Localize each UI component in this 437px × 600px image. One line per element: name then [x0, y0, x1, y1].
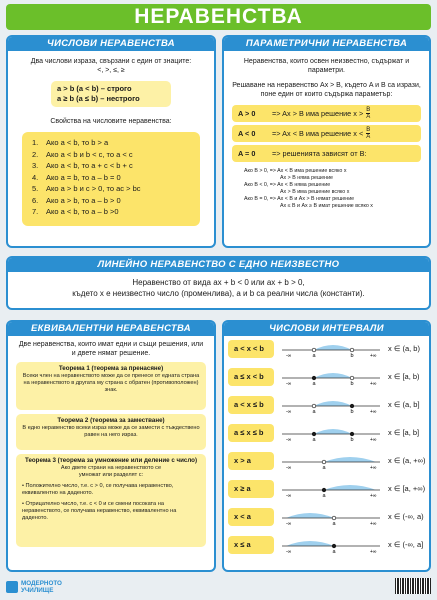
property-item — [32, 206, 190, 218]
param-row — [232, 105, 421, 122]
numeric-signs: <, >, ≤, ≥ — [97, 67, 125, 74]
plus-infinity-label: +∞ — [370, 381, 377, 386]
nonstrict-text: a ≥ b (a ≤ b) – нестрого — [57, 94, 140, 103]
numeric-panel — [6, 35, 216, 248]
interval-label: a ≤ x ≤ b — [228, 424, 274, 442]
property-number: 7. — [32, 207, 39, 216]
minus-infinity-label: -∞ — [286, 521, 292, 526]
minus-infinity-label: -∞ — [286, 381, 292, 386]
plus-infinity-label: +∞ — [370, 465, 377, 470]
interval-row — [228, 424, 431, 442]
number-line — [280, 452, 384, 470]
param-result: => решенията зависят от B: — [272, 149, 367, 158]
interval-notation: x ∈ (a, +∞) — [388, 456, 426, 465]
number-line — [280, 424, 384, 442]
param-condition: A > 0 — [238, 109, 256, 118]
endpoint-marker — [322, 460, 326, 464]
endpoint-label: a — [322, 465, 326, 470]
endpoint-label: b — [350, 437, 354, 442]
endpoint-marker — [332, 516, 336, 520]
thm3-text: Ако двете страни на неравенството се умножат или разделят с: — [60, 465, 162, 478]
interval-row — [228, 480, 431, 498]
property-number: 6. — [32, 195, 39, 205]
endpoint-marker — [332, 544, 336, 548]
param-case: Ax > B няма решение — [280, 175, 333, 181]
property-item — [32, 149, 190, 161]
intervals-panel — [222, 320, 431, 572]
theorem-1 — [16, 362, 206, 410]
interval-row — [228, 508, 431, 526]
number-line — [280, 480, 384, 498]
param-case: Ax > B има решение всяко x — [280, 189, 350, 195]
endpoint-label: a — [312, 381, 316, 386]
interval-shade — [314, 373, 352, 378]
property-text: Ако a > b, то a – b > 0 — [46, 195, 121, 205]
interval-row — [228, 452, 431, 470]
endpoint-label: b — [350, 381, 354, 386]
interval-label: x > a — [228, 452, 274, 470]
endpoint-label: b — [350, 409, 354, 414]
property-number: 1. — [32, 138, 39, 147]
equiv-heading: ЕКВИВАЛЕНТНИ НЕРАВЕНСТВА — [8, 322, 214, 336]
interval-notation: x ∈ (a, b) — [388, 344, 420, 353]
brand-name: МОДЕРНОТО УЧИЛИЩЕ — [20, 580, 62, 594]
number-line — [280, 508, 384, 526]
property-text: Ако a < b и b < c, то a < c — [46, 149, 133, 159]
plus-infinity-label: +∞ — [370, 437, 377, 442]
param-row — [232, 145, 421, 162]
plus-infinity-label: +∞ — [370, 549, 377, 554]
props-box — [22, 132, 200, 226]
param-case: Ако B > 0, => Ax < B има решение всяко x — [244, 168, 347, 174]
endpoint-marker — [350, 376, 354, 380]
endpoint-marker — [312, 348, 316, 352]
linear-panel — [6, 256, 431, 310]
endpoint-label: a — [312, 409, 316, 414]
interval-row — [228, 368, 431, 386]
param-fraction: $\frac{B}{A}$ — [366, 107, 371, 120]
thm3-title: Теорема 3 (теорема за умножение или деление с число) — [24, 457, 198, 464]
property-item — [32, 183, 190, 195]
interval-notation: x ∈ [a, +∞) — [388, 484, 426, 493]
thm2-title: Теорема 2 (теорема за заместване) — [57, 417, 165, 424]
minus-infinity-label: -∞ — [286, 409, 292, 414]
plus-infinity-label: +∞ — [370, 353, 377, 358]
endpoint-marker — [312, 404, 316, 408]
property-number: 3. — [32, 161, 39, 170]
property-number: 2. — [32, 149, 39, 159]
interval-label: a < x ≤ b — [228, 396, 274, 414]
numeric-intro: Два числови израза, свързани с един от знаците: — [30, 58, 192, 65]
interval-notation: x ∈ (a, b] — [388, 400, 420, 409]
linear-line1: Неравенство от вида ax + b < 0 или ax + b > 0, — [132, 278, 305, 287]
endpoint-label: a — [322, 493, 326, 498]
plus-infinity-label: +∞ — [370, 409, 377, 414]
theorem-3 — [16, 454, 206, 547]
interval-label: a < x < b — [228, 340, 274, 358]
property-text: Ако a < b, то a + c < b + c — [46, 161, 133, 170]
interval-notation: x ∈ [a, b) — [388, 372, 420, 381]
property-text: Ако a > b и c > 0, то ac > bc — [46, 184, 141, 193]
thm3-negative: • Отрицателно число, т.е. c < 0 и се смени посоката на неравенството, се получава неравенство, еквивалентно на даденото. — [22, 501, 177, 521]
interval-row — [228, 536, 431, 554]
page-title: НЕРАВЕНСТВА — [6, 4, 431, 30]
number-line — [280, 396, 384, 414]
props-title: Свойства на числовите неравенства: — [50, 118, 172, 125]
endpoint-marker — [312, 432, 316, 436]
props-list — [32, 137, 190, 218]
interval-row — [228, 396, 431, 414]
param-case: Ако B < 0, => Ax < B няма решение — [244, 182, 331, 188]
property-number: 5. — [32, 184, 39, 193]
linear-heading: ЛИНЕЙНО НЕРАВЕНСТВО С ЕДНО НЕИЗВЕСТНО — [8, 258, 429, 272]
interval-label: a ≤ x < b — [228, 368, 274, 386]
plus-infinity-label: +∞ — [370, 521, 377, 526]
param-heading: ПАРАМЕТРИЧНИ НЕРАВЕНСТВА — [224, 37, 429, 51]
property-text: Ако a < b, то a – b >0 — [46, 207, 119, 216]
property-item — [32, 137, 190, 149]
thm3-positive: • Положително число, т.е. c > 0, се получава неравенство, еквивалентно на даденото. — [22, 483, 174, 496]
minus-infinity-label: -∞ — [286, 353, 292, 358]
endpoint-marker — [350, 432, 354, 436]
param-cases — [234, 168, 419, 210]
param-row — [232, 125, 421, 142]
param-rows — [232, 105, 421, 162]
interval-shade — [286, 541, 334, 546]
property-number: 4. — [32, 172, 39, 182]
interval-label: x ≤ a — [228, 536, 274, 554]
param-fraction: $\frac{B}{A}$ — [366, 127, 371, 140]
endpoint-label: a — [332, 521, 336, 526]
barcode-icon — [395, 578, 431, 594]
thm1-title: Теорема 1 (теорема за пренасяне) — [58, 365, 164, 372]
interval-rows — [224, 336, 429, 566]
equiv-intro: Две неравенства, които имат едни и същи решения, или и двете нямат решение. — [18, 341, 204, 357]
number-line — [280, 536, 384, 554]
thm2-text: В едно неравенство всеки израз може да се замести с тъждествено равен на него израз. — [22, 425, 200, 438]
number-line — [280, 368, 384, 386]
logo-mark-icon — [6, 581, 18, 593]
interval-shade — [324, 457, 376, 462]
param-solving: Решаване на неравенство Ax > B, където A и B са изрази, поне един от които съдържа параметър: — [232, 82, 421, 98]
interval-label: x < a — [228, 508, 274, 526]
interval-shade — [314, 345, 352, 350]
endpoint-marker — [350, 404, 354, 408]
minus-infinity-label: -∞ — [286, 493, 292, 498]
interval-row — [228, 340, 431, 358]
endpoint-label: a — [312, 437, 316, 442]
linear-line2: където x е неизвестно число (променлива), a и b са реални числа (константи). — [72, 289, 365, 298]
param-result: => Ax > B има решение x > — [272, 109, 364, 118]
strict-box — [51, 81, 171, 107]
interval-label: x ≥ a — [228, 480, 274, 498]
param-condition: A = 0 — [238, 149, 256, 158]
property-item — [32, 195, 190, 207]
endpoint-marker — [312, 376, 316, 380]
interval-notation: x ∈ [a, b] — [388, 428, 420, 437]
property-text: Ако a < b, то b > a — [46, 138, 109, 147]
property-item — [32, 160, 190, 172]
param-result: => Ax < B има решение x < — [272, 129, 364, 138]
minus-infinity-label: -∞ — [286, 465, 292, 470]
interval-shade — [314, 429, 352, 434]
numeric-heading: ЧИСЛОВИ НЕРАВЕНСТВА — [8, 37, 214, 51]
endpoint-label: a — [312, 353, 316, 358]
endpoint-marker — [322, 488, 326, 492]
endpoint-label: a — [332, 549, 336, 554]
interval-notation: x ∈ (-∞, a) — [388, 512, 424, 521]
interval-shade — [314, 401, 352, 406]
minus-infinity-label: -∞ — [286, 549, 292, 554]
endpoint-label: b — [350, 353, 354, 358]
endpoint-marker — [350, 348, 354, 352]
param-condition: A < 0 — [238, 129, 256, 138]
strict-text: a > b (a < b) – строго — [57, 84, 132, 93]
minus-infinity-label: -∞ — [286, 437, 292, 442]
number-line — [280, 340, 384, 358]
equiv-panel — [6, 320, 216, 572]
property-item — [32, 172, 190, 184]
thm1-text: Всеки член на неравенството може да се пренесе от едната страна на неравенството в другата му страна с обратен (противоположен) знак. — [22, 373, 200, 393]
param-panel — [222, 35, 431, 248]
intervals-heading: ЧИСЛОВИ ИНТЕРВАЛИ — [224, 322, 429, 336]
param-intro: Неравенства, които освен неизвестно, съдържат и параметри. — [243, 58, 410, 74]
param-case: Ако B = 0, => Ax < B и Ax > B нямат решение — [244, 196, 355, 202]
interval-shade — [324, 485, 376, 490]
brand-logo — [6, 578, 96, 596]
property-text: Ако a = b, то a – b = 0 — [46, 172, 121, 182]
interval-shade — [286, 513, 334, 518]
plus-infinity-label: +∞ — [370, 493, 377, 498]
theorem-2 — [16, 414, 206, 450]
interval-notation: x ∈ (-∞, a] — [388, 540, 424, 549]
param-case: Ax ≤ B и Ax ≥ B имат решение всяко x — [280, 203, 373, 209]
